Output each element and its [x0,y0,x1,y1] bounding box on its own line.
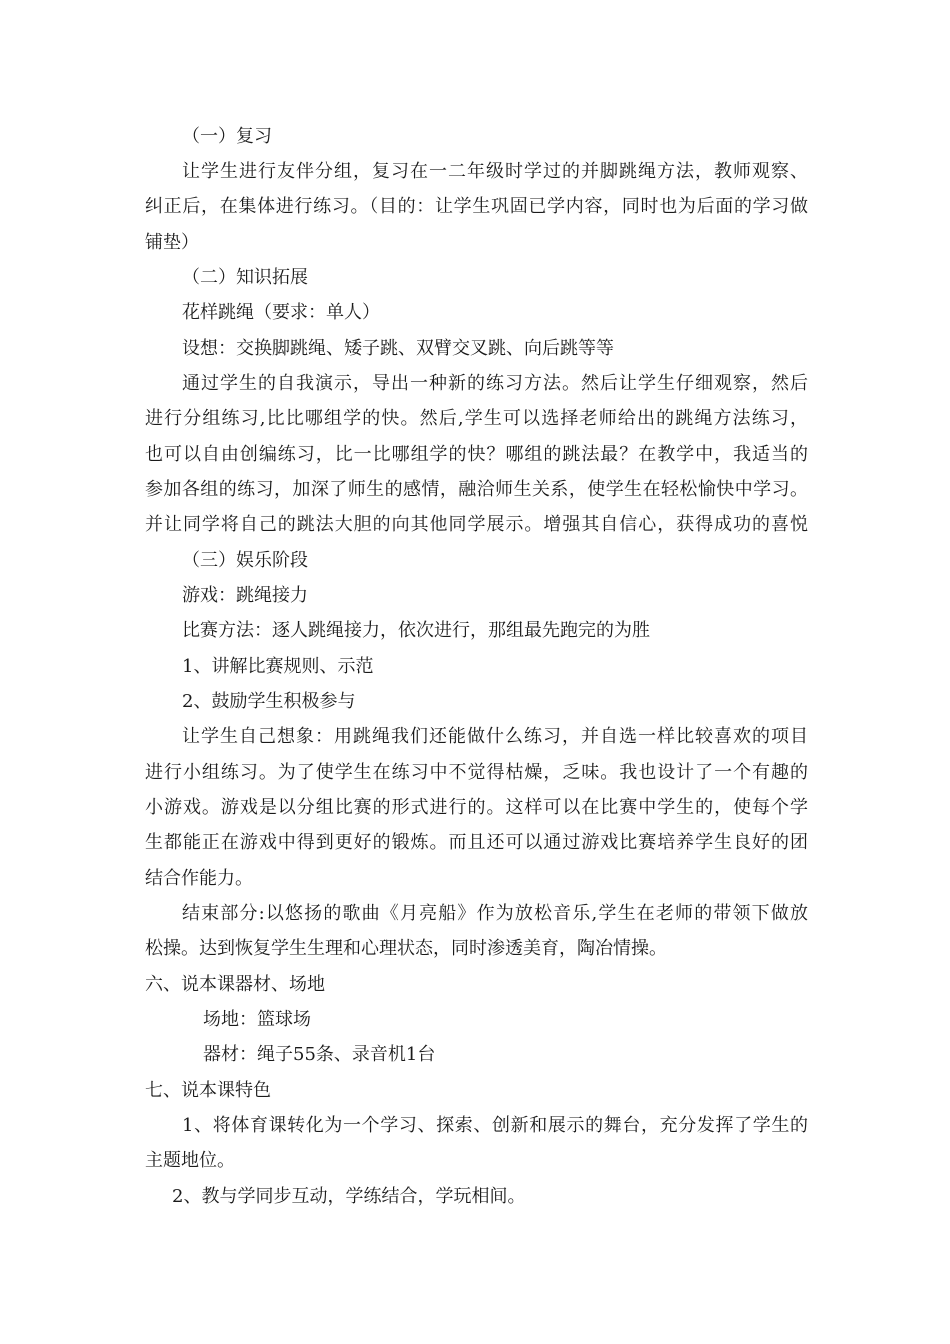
list-item: 2、鼓励学生积极参与 [182,691,356,712]
paragraph-line: 通过学生的自我演示，导出一种新的练习方法。然后让学生仔细观察，然后 [182,373,808,394]
list-item: 1、将体育课转化为一个学习、探索、创新和展示的舞台，充分发挥了学生的 [182,1115,808,1136]
paragraph-line: 比赛方法：逐人跳绳接力，依次进行，那组最先跑完的为胜 [182,620,650,641]
paragraph-line: 进行小组练习。为了使学生在练习中不觉得枯燥，乏味。我也设计了一个有趣的 [145,762,808,783]
section-heading-features: 七、说本课特色 [145,1080,271,1101]
paragraph-line: 主题地位。 [145,1150,235,1171]
paragraph-line: 铺垫） [145,232,199,253]
list-item: 1、讲解比赛规则、示范 [182,656,374,677]
paragraph-line: 让学生自己想象：用跳绳我们还能做什么练习，并自选一样比较喜欢的项目 [182,726,808,747]
paragraph-line: 花样跳绳（要求：单人） [182,302,380,323]
paragraph-line: 进行分组练习,比比哪组学的快。然后,学生可以选择老师给出的跳绳方法练习， [145,408,808,429]
paragraph-line: 纠正后，在集体进行练习。（目的：让学生巩固已学内容，同时也为后面的学习做 [145,196,808,217]
list-item: 2、教与学同步互动，学练结合，学玩相间。 [172,1186,526,1207]
paragraph-line: 并让同学将自己的跳法大胆的向其他同学展示。增强其自信心，获得成功的喜悦 [145,514,808,535]
heading-review: （一）复习 [182,126,272,147]
paragraph-line: 结合作能力。 [145,868,253,889]
paragraph-line: 设想：交换脚跳绳、矮子跳、双臂交叉跳、向后跳等等 [182,338,614,359]
paragraph-line: 结束部分:以悠扬的歌曲《月亮船》作为放松音乐,学生在老师的带领下做放 [182,903,808,924]
venue-line: 场地：篮球场 [203,1009,311,1030]
section-heading-equipment: 六、说本课器材、场地 [145,974,325,995]
heading-extension: （二）知识拓展 [182,267,308,288]
paragraph-line: 参加各组的练习，加深了师生的感情，融洽师生关系，使学生在轻松愉快中学习。 [145,479,808,500]
paragraph-line: 游戏：跳绳接力 [182,585,308,606]
paragraph-line: 小游戏。游戏是以分组比赛的形式进行的。这样可以在比赛中学生的，使每个学 [145,797,808,818]
paragraph-line: 生都能正在游戏中得到更好的锻炼。而且还可以通过游戏比赛培养学生良好的团 [145,832,808,853]
paragraph-line: 让学生进行友伴分组，复习在一二年级时学过的并脚跳绳方法，教师观察、 [182,161,808,182]
equipment-line: 器材：绳子55条、录音机1台 [203,1044,436,1065]
paragraph-line: 松操。达到恢复学生生理和心理状态，同时渗透美育，陶冶情操。 [145,938,667,959]
paragraph-line: 也可以自由创编练习，比一比哪组学的快？哪组的跳法最？在教学中，我适当的 [145,444,808,465]
heading-entertainment: （三）娱乐阶段 [182,550,308,571]
